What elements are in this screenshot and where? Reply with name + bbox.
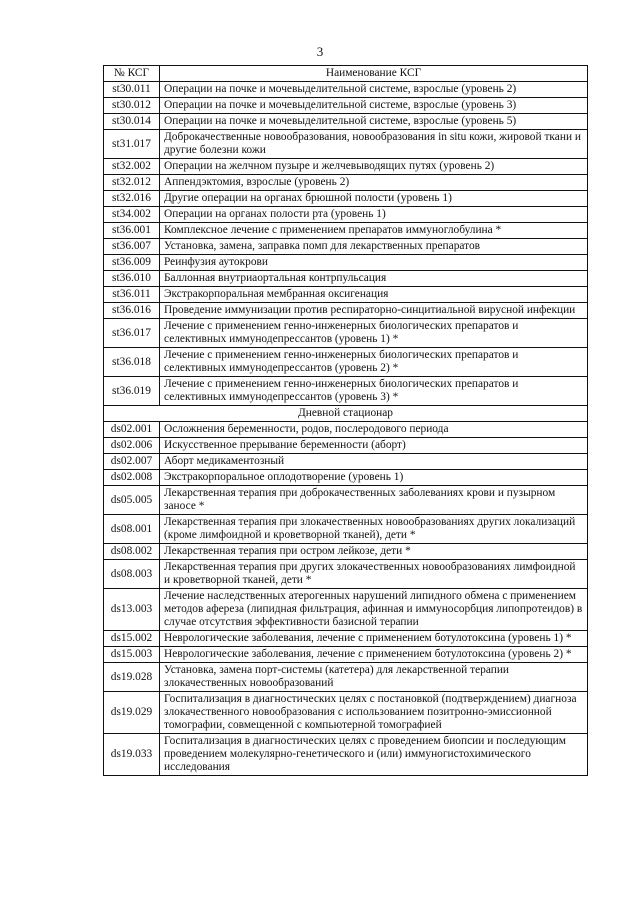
ksg-name: Неврологические заболевания, лечение с применением ботулотоксина (уровень 2) * xyxy=(160,647,588,663)
ksg-name: Доброкачественные новообразования, новообразования in situ кожи, жировой ткани и другие болезни кожи xyxy=(160,130,588,159)
table-header-row xyxy=(104,66,588,82)
ksg-code: ds05.005 xyxy=(104,486,160,515)
ksg-name: Аборт медикаментозный xyxy=(160,454,588,470)
table-row xyxy=(104,348,588,377)
table-row xyxy=(104,734,588,776)
table-row xyxy=(104,589,588,631)
ksg-name: Лекарственная терапия при злокачественных новообразованиях других локализаций (кроме лимфоидной и кроветворной тканей), дети * xyxy=(160,515,588,544)
ksg-name: Лечение наследственных атерогенных нарушений липидного обмена с применением методов афереза (липидная фильтрация, афинная и иммуносорбция липопротеидов) в случае отсутствия эффективности базисной терапии xyxy=(160,589,588,631)
ksg-name: Комплексное лечение с применением препаратов иммуноглобулина * xyxy=(160,223,588,239)
ksg-name: Операции на желчном пузыре и желчевыводящих путях (уровень 2) xyxy=(160,159,588,175)
table-row xyxy=(104,223,588,239)
ksg-code: ds02.008 xyxy=(104,470,160,486)
ksg-code: st36.001 xyxy=(104,223,160,239)
ksg-code: st36.016 xyxy=(104,303,160,319)
ksg-code: ds19.028 xyxy=(104,663,160,692)
ksg-code: ds02.006 xyxy=(104,438,160,454)
ksg-code: ds19.033 xyxy=(104,734,160,776)
table-row xyxy=(104,631,588,647)
header-code: № КСГ xyxy=(104,66,160,82)
ksg-name: Лекарственная терапия при остром лейкозе, дети * xyxy=(160,544,588,560)
ksg-name: Установка, замена, заправка помп для лекарственных препаратов xyxy=(160,239,588,255)
table-row xyxy=(104,647,588,663)
table-row xyxy=(104,454,588,470)
ksg-table xyxy=(103,65,588,776)
ksg-code: st32.016 xyxy=(104,191,160,207)
ksg-name: Операции на органах полости рта (уровень 1) xyxy=(160,207,588,223)
header-name: Наименование КСГ xyxy=(160,66,588,82)
table-row xyxy=(104,287,588,303)
table-row xyxy=(104,271,588,287)
ksg-code: st30.012 xyxy=(104,98,160,114)
ksg-code: ds15.003 xyxy=(104,647,160,663)
ksg-name: Лечение с применением генно-инженерных биологических препаратов и селективных иммунодепрессантов (уровень 2) * xyxy=(160,348,588,377)
table-row xyxy=(104,130,588,159)
ksg-name: Осложнения беременности, родов, послеродового периода xyxy=(160,422,588,438)
ksg-name: Установка, замена порт-системы (катетера) для лекарственной терапии злокачественных новообразований xyxy=(160,663,588,692)
ksg-name: Лечение с применением генно-инженерных биологических препаратов и селективных иммунодепрессантов (уровень 1) * xyxy=(160,319,588,348)
table-row xyxy=(104,663,588,692)
table-row xyxy=(104,486,588,515)
ksg-code: st31.017 xyxy=(104,130,160,159)
ksg-code: st36.010 xyxy=(104,271,160,287)
ksg-code: st34.002 xyxy=(104,207,160,223)
ksg-code: ds08.002 xyxy=(104,544,160,560)
table-row xyxy=(104,82,588,98)
table-row xyxy=(104,692,588,734)
table-row xyxy=(104,98,588,114)
ksg-name: Госпитализация в диагностических целях с постановкой (подтверждением) диагноза злокачественного новообразования с использованием позитронно-эмиссионной томографии, совмещенной с компьютерной томографией xyxy=(160,692,588,734)
table-row xyxy=(104,303,588,319)
table-row xyxy=(104,438,588,454)
ksg-name: Лекарственная терапия при других злокачественных новообразованиях лимфоидной и кроветворной тканей, дети * xyxy=(160,560,588,589)
table-row xyxy=(104,377,588,406)
ksg-name: Искусственное прерывание беременности (аборт) xyxy=(160,438,588,454)
table-row xyxy=(104,239,588,255)
ksg-name: Операции на почке и мочевыделительной системе, взрослые (уровень 2) xyxy=(160,82,588,98)
ksg-code: st36.009 xyxy=(104,255,160,271)
ksg-code: ds02.001 xyxy=(104,422,160,438)
section-row xyxy=(104,406,588,422)
ksg-name: Другие операции на органах брюшной полости (уровень 1) xyxy=(160,191,588,207)
ksg-name: Проведение иммунизации против респираторно-синцитиальной вирусной инфекции xyxy=(160,303,588,319)
ksg-code: ds08.001 xyxy=(104,515,160,544)
table-row xyxy=(104,319,588,348)
table-row xyxy=(104,255,588,271)
ksg-code: st30.014 xyxy=(104,114,160,130)
ksg-name: Экстракорпоральное оплодотворение (уровень 1) xyxy=(160,470,588,486)
table-row xyxy=(104,560,588,589)
table-row xyxy=(104,191,588,207)
ksg-name: Экстракорпоральная мембранная оксигенация xyxy=(160,287,588,303)
ksg-name: Лекарственная терапия при доброкачественных заболеваниях крови и пузырном заносе * xyxy=(160,486,588,515)
table-row xyxy=(104,515,588,544)
ksg-name: Операции на почке и мочевыделительной системе, взрослые (уровень 5) xyxy=(160,114,588,130)
section-title: Дневной стационар xyxy=(104,406,588,422)
table-row xyxy=(104,159,588,175)
table-row xyxy=(104,207,588,223)
ksg-code: st36.007 xyxy=(104,239,160,255)
ksg-code: st36.011 xyxy=(104,287,160,303)
ksg-name: Аппендэктомия, взрослые (уровень 2) xyxy=(160,175,588,191)
ksg-name: Баллонная внутриаортальная контрпульсация xyxy=(160,271,588,287)
ksg-code: ds19.029 xyxy=(104,692,160,734)
ksg-name: Операции на почке и мочевыделительной системе, взрослые (уровень 3) xyxy=(160,98,588,114)
table-row xyxy=(104,544,588,560)
ksg-name: Госпитализация в диагностических целях с проведением биопсии и последующим проведением молекулярно-генетического и (или) иммуногистохимического исследования xyxy=(160,734,588,776)
ksg-code: st36.018 xyxy=(104,348,160,377)
page-number: 3 xyxy=(316,44,324,59)
ksg-name: Лечение с применением генно-инженерных биологических препаратов и селективных иммунодепрессантов (уровень 3) * xyxy=(160,377,588,406)
ksg-code: st36.019 xyxy=(104,377,160,406)
ksg-code: st30.011 xyxy=(104,82,160,98)
ksg-code: ds08.003 xyxy=(104,560,160,589)
ksg-name: Реинфузия аутокрови xyxy=(160,255,588,271)
table-row xyxy=(104,175,588,191)
table-row xyxy=(104,422,588,438)
table-row xyxy=(104,470,588,486)
ksg-code: ds02.007 xyxy=(104,454,160,470)
table-row xyxy=(104,114,588,130)
ksg-name: Неврологические заболевания, лечение с применением ботулотоксина (уровень 1) * xyxy=(160,631,588,647)
ksg-code: ds15.002 xyxy=(104,631,160,647)
ksg-code: ds13.003 xyxy=(104,589,160,631)
ksg-code: st32.002 xyxy=(104,159,160,175)
table-body xyxy=(104,82,588,776)
ksg-code: st36.017 xyxy=(104,319,160,348)
ksg-code: st32.012 xyxy=(104,175,160,191)
